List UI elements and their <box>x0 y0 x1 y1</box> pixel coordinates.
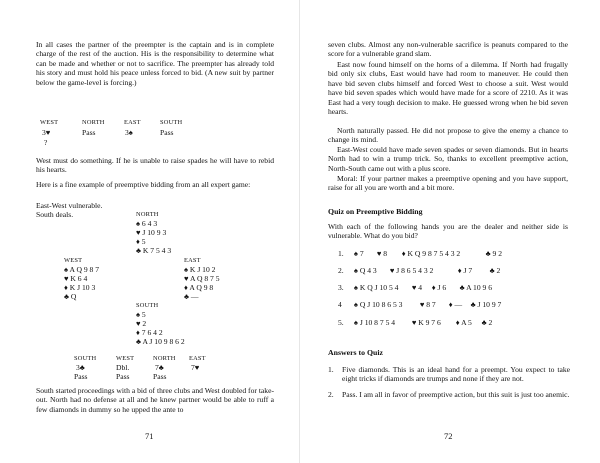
auction1-header-east: EAST <box>124 119 141 126</box>
quiz-diamonds: ♦ — <box>448 300 463 309</box>
west-paragraph: West must do something. If he is unable to raise spades he will have to rebid his hearts. <box>36 156 274 175</box>
quiz-diamonds: ♦ K Q 9 8 7 5 4 3 2 <box>401 249 461 258</box>
south-hearts: ♥ 2 <box>136 319 147 328</box>
right-page: seven clubs. Almost any non-vulnerable sacrifice is peanuts compared to the score for a vulnerable grand slam. East now found himself on the horns of a dilemma. If North had frugally bid only six clubs, East would have had room to maneuver. He could then have bid seven clubs himself and forced West to choose a suit. West would have bid seven spades which would have made for a score of 2210. As it was East had a very tough decision to make. He guessed wrong when he bid seven hearts. North naturally passed. He did not propose to give the enemy a chance to change its mind. East-West could have made seven spades or seven diamonds. But in hearts North had to win a trump trick. So, thanks to excellent preemptive action, North-South came out with a plus score. Moral: If your partner makes a preemptive opening and you have support, raise for all you are worth and a bit more. Quiz on Preemptive Bidding With each of the following hands you are the dealer and neither side is vulnerable. What do you bid? 1. ♠ 7 ♥ 8 ♦ K Q 9 8 7 5 4 3 2 ♣ 9 2 2. ♠ Q 4 3 ♥ J 8 6 5 4 3 2 ♦ J 7 ♣ 2 3. ♠ K Q J 10 5 4 ♥ 4 ♦ J 6 ♣ A 10 9 6 4 ♠ Q J 10 8 6 5 3 ♥ 8 7 ♦ — ♣ J 10 9 7 5. ♠ J 10 8 7 5 4 ♥ K 9 7 6 ♦ A 5 ♣ 2 Answers to Quiz 1. Five diamonds. This is an ideal hand for a preempt. You expect to take eight tricks if diamonds are trumps and none if they are not. 2. Pass. I am all in favor of preemptive action, but this suit is just too anemic. 72 <box>300 0 600 463</box>
auction1-header-north: NORTH <box>82 119 105 126</box>
auction1-bid: ? <box>44 138 48 147</box>
vulnerability-line: East-West vulnerable. <box>36 201 103 210</box>
auction1-header-west: WEST <box>40 119 59 126</box>
quiz-hearts: ♥ J 8 6 5 4 3 2 <box>389 266 434 275</box>
auction2-bid: Pass <box>116 372 130 381</box>
quiz-clubs: ♣ 2 <box>481 318 493 327</box>
south-diamonds: ♦ 7 6 4 2 <box>136 328 163 337</box>
south-label: SOUTH <box>136 302 159 309</box>
north-spades: ♠ 6 4 3 <box>136 219 158 228</box>
quiz-spades: ♠ J 10 8 7 5 4 <box>353 318 396 327</box>
east-diamonds: ♦ A Q 9 8 <box>184 283 214 292</box>
auction2-bid: 7♣ <box>155 363 164 372</box>
east-hearts: ♥ A Q 8 7 5 <box>184 274 220 283</box>
quiz-hearts: ♥ K 9 7 6 <box>411 318 441 327</box>
quiz-item: 2. ♠ Q 4 3 ♥ J 8 6 5 4 3 2 ♦ J 7 ♣ 2 <box>338 266 501 275</box>
west-clubs: ♣ Q <box>64 292 77 301</box>
auction1-bid: 3♠ <box>125 128 133 137</box>
east-spades: ♠ K J 10 2 <box>184 265 216 274</box>
auction1-bid: 3♥ <box>42 128 51 137</box>
dealer-line: South deals. <box>36 210 74 219</box>
auction2-header-south: SOUTH <box>74 355 97 362</box>
quiz-intro: With each of the following hands you are the dealer and neither side is vulnerable. What do you bid? <box>328 222 568 241</box>
quiz-spades: ♠ 7 <box>353 249 364 258</box>
quiz-spades: ♠ Q J 10 8 6 5 3 <box>353 300 403 309</box>
quiz-item: 4 ♠ Q J 10 8 6 5 3 ♥ 8 7 ♦ — ♣ J 10 9 7 <box>338 300 502 309</box>
continuation-paragraph: seven clubs. Almost any non-vulnerable sacrifice is peanuts compared to the score for a vulnerable grand slam. <box>328 40 568 59</box>
auction1-bid: Pass <box>160 128 174 137</box>
east-clubs: ♣ — <box>184 292 199 301</box>
west-spades: ♠ A Q 9 8 7 <box>64 265 100 274</box>
quiz-hearts: ♥ 8 <box>376 249 388 258</box>
auction2-bid: 3♣ <box>76 363 85 372</box>
east-west-paragraph: East-West could have made seven spades or seven diamonds. But in hearts North had to win a trump trick. So, thanks to excellent preemptive action, North-South came out with a plus score. <box>328 145 568 173</box>
north-label: NORTH <box>136 211 159 218</box>
dilemma-paragraph: East now found himself on the horns of a dilemma. If North had frugally bid only six clubs, East would have had room to maneuver. He could then have bid seven clubs himself and forced West to choose a suit. West would have bid seven spades which would have made for a score of 2210. As it was East had a very tough decision to make. He guessed wrong when he bid seven hearts. <box>328 60 568 117</box>
quiz-hearts: ♥ 8 7 <box>419 300 436 309</box>
quiz-hearts: ♥ 4 <box>411 283 423 292</box>
quiz-clubs: ♣ 9 2 <box>485 249 502 258</box>
quiz-item: 1. ♠ 7 ♥ 8 ♦ K Q 9 8 7 5 4 3 2 ♣ 9 2 <box>338 249 502 258</box>
west-diamonds: ♦ K J 10 3 <box>64 283 96 292</box>
south-spades: ♠ 5 <box>136 310 146 319</box>
quiz-diamonds: ♦ A 5 <box>455 318 472 327</box>
quiz-clubs: ♣ J 10 9 7 <box>470 300 502 309</box>
moral-paragraph: Moral: If your partner makes a preemptive opening and you have support, raise for all you are worth and a bit more. <box>328 174 568 193</box>
auction2-bid: Pass <box>74 372 88 381</box>
page-number: 72 <box>444 431 453 441</box>
west-label: WEST <box>64 257 83 264</box>
answers-heading: Answers to Quiz <box>328 348 384 357</box>
auction1-bid: Pass <box>82 128 96 137</box>
auction2-header-north: NORTH <box>153 355 176 362</box>
page-number: 71 <box>145 431 154 441</box>
quiz-item: 5. ♠ J 10 8 7 5 4 ♥ K 9 7 6 ♦ A 5 ♣ 2 <box>338 318 493 327</box>
north-clubs: ♣ K 7 5 4 3 <box>136 246 172 255</box>
auction2-bid: 7♥ <box>191 363 200 372</box>
auction2-bid: Pass <box>153 372 167 381</box>
intro-paragraph: In all cases the partner of the preempter is the captain and is in complete charge of the rest of the auction. His is the responsibility to determine what can be made and whether or not to sacrifice. The preempter has already told his story and must hold his peace unless forced to bid. (A new suit by partner below the game-level is forcing.) <box>36 40 274 87</box>
example-intro: Here is a fine example of preemptive bidding from an all expert game: <box>36 180 251 189</box>
closing-paragraph: South started proceedings with a bid of three clubs and West doubled for take-out. North had no defense at all and he knew partner would be able to ruff a few diamonds in dummy so he upped the ante to <box>36 386 274 414</box>
north-diamonds: ♦ 5 <box>136 237 146 246</box>
quiz-spades: ♠ K Q J 10 5 4 <box>353 283 399 292</box>
quiz-item: 3. ♠ K Q J 10 5 4 ♥ 4 ♦ J 6 ♣ A 10 9 6 <box>338 283 493 292</box>
quiz-clubs: ♣ 2 <box>489 266 501 275</box>
quiz-clubs: ♣ A 10 9 6 <box>459 283 493 292</box>
north-paragraph: North naturally passed. He did not propose to give the enemy a chance to change its mind. <box>328 126 568 145</box>
quiz-spades: ♠ Q 4 3 <box>353 266 377 275</box>
south-clubs: ♣ A J 10 9 8 6 2 <box>136 337 185 346</box>
quiz-diamonds: ♦ J 7 <box>457 266 473 275</box>
north-hearts: ♥ J 10 9 3 <box>136 228 167 237</box>
auction1-header-south: SOUTH <box>160 119 183 126</box>
quiz-diamonds: ♦ J 6 <box>431 283 447 292</box>
quiz-heading: Quiz on Preemptive Bidding <box>328 207 423 216</box>
west-hearts: ♥ K 6 4 <box>64 274 88 283</box>
auction2-bid: Dbl. <box>116 363 130 372</box>
auction2-header-east: EAST <box>189 355 206 362</box>
auction2-header-west: WEST <box>116 355 135 362</box>
east-label: EAST <box>184 257 201 264</box>
